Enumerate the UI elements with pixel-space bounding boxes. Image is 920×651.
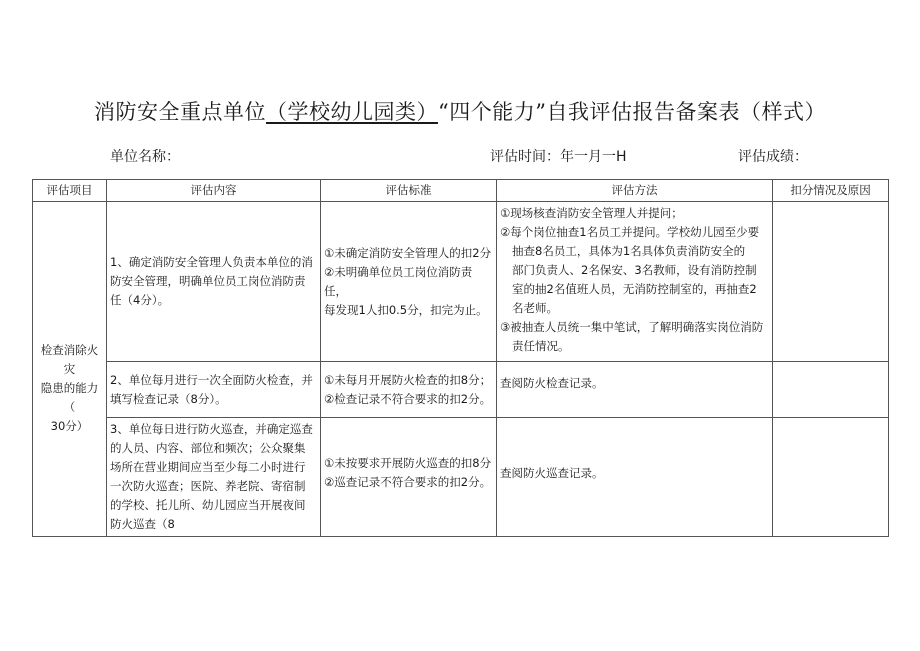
title-part1: 消防安全重点单位	[94, 100, 266, 124]
deduction-cell	[773, 202, 889, 362]
method-line: 抽查8名员工，具体为1名具体负责消防安全的	[512, 244, 746, 258]
content-line: 的学校、托儿所、幼儿园应当开展夜间	[110, 498, 306, 512]
content-line: 3、单位每日进行防火巡查，并确定巡查	[110, 422, 313, 436]
method-line: 室的抽2名值班人员，无消防控制室的，再抽查2	[512, 282, 757, 296]
deduction-cell	[773, 418, 889, 537]
evaluation-time-label: 评估时间：年一月一H	[490, 149, 627, 165]
standard-line: ②检查记录不符合要求的扣2分。	[324, 391, 492, 406]
header-deduction: 扣分情况及原因	[773, 180, 889, 202]
header-standard: 评估标准	[321, 180, 497, 202]
category-line: 检查消除火灾	[40, 342, 99, 376]
method-line: 名老师。	[512, 301, 558, 315]
table-row	[33, 362, 889, 418]
standard-line: ①未按要求开展防火巡查的扣8分	[324, 456, 492, 470]
evaluation-table	[32, 179, 889, 537]
evaluation-score-label: 评估成绩：	[738, 149, 808, 165]
content-line: 的人员、内容、部位和频次；公众聚集	[110, 441, 306, 455]
category-cell	[33, 202, 107, 537]
content-line: 1、确定消防安全管理人负责本单位的消	[110, 255, 313, 269]
document-title	[0, 96, 920, 126]
header-item: 评估项目	[33, 180, 107, 202]
content-cell	[107, 362, 321, 418]
method-line: 查阅防火巡查记录。	[500, 465, 604, 480]
content-line: 防火巡查（8	[110, 517, 175, 531]
method-line: ③被抽查人员统一集中笔试，了解明确落实岗位消防	[500, 320, 764, 334]
method-line: ①现场核查消防安全管理人并提问；	[500, 206, 683, 220]
unit-name-label: 单位名称：	[110, 149, 180, 165]
standard-cell	[321, 418, 497, 537]
method-cell	[497, 418, 773, 537]
standard-line: ②巡查记录不符合要求的扣2分。	[324, 475, 492, 489]
method-line: 部门负责人、2名保安、3名教师，设有消防控制	[512, 263, 757, 277]
content-line: 填写检查记录（8分）。	[110, 391, 227, 406]
title-category: （学校幼儿园类）	[266, 100, 438, 124]
method-line: 责任情况。	[512, 339, 570, 353]
category-line: 隐患的能力（	[40, 380, 99, 414]
standard-line: ②未明确单位员工岗位消防责任，	[324, 264, 473, 298]
content-line: 场所在营业期间应当至少每二小时进行	[110, 460, 306, 474]
content-line: 2、单位每月进行一次全面防火检查，并	[110, 372, 313, 387]
method-line: ②每个岗位抽查1名员工并提问。学校幼儿园至少要	[500, 225, 760, 239]
header-content: 评估内容	[107, 180, 321, 202]
table-header-row	[33, 180, 889, 202]
deduction-cell	[773, 362, 889, 418]
method-cell	[497, 362, 773, 418]
content-line: 任（4分）。	[110, 293, 170, 307]
standard-cell	[321, 362, 497, 418]
content-cell	[107, 418, 321, 537]
table-row	[33, 418, 889, 537]
standard-line: 每发现1人扣0.5分，扣完为止。	[324, 302, 488, 317]
content-cell	[107, 202, 321, 362]
method-line: 查阅防火检查记录。	[500, 376, 604, 390]
method-cell	[497, 202, 773, 362]
standard-cell	[321, 202, 497, 362]
table-row	[33, 202, 889, 362]
header-method: 评估方法	[497, 180, 773, 202]
standard-line: ①未确定消防安全管理人的扣2分	[324, 245, 492, 260]
category-line: 30分）	[50, 418, 89, 433]
content-line: 防安全管理，明确单位员工岗位消防责	[110, 274, 306, 288]
standard-line: ①未每月开展防火检查的扣8分；	[324, 372, 492, 387]
title-part3: “四个能力”自我评估报告备案表（样式）	[438, 100, 826, 124]
content-line: 一次防火巡查；医院、养老院、寄宿制	[110, 479, 306, 493]
